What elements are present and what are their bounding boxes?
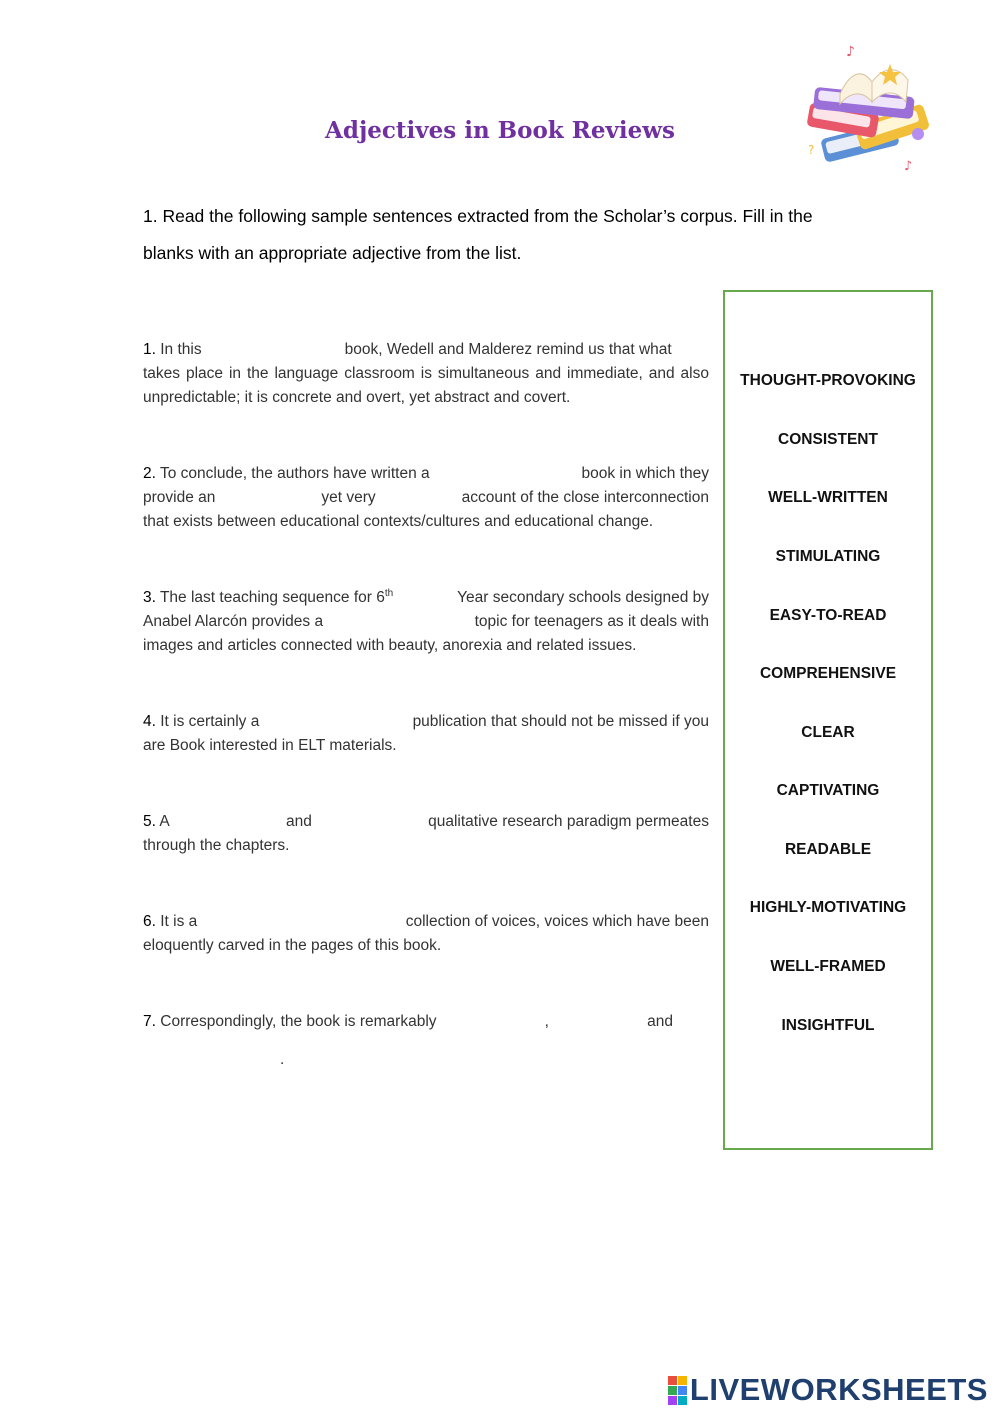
liveworksheets-logo[interactable] — [668, 1372, 988, 1408]
sentence-text: account of the close interconnection — [461, 489, 709, 506]
sentence-text: and — [285, 813, 312, 830]
item-number: 7. — [143, 1013, 156, 1030]
brand-mark-icon — [668, 1376, 687, 1405]
word-list-box — [723, 290, 933, 1150]
blank-2a[interactable] — [456, 462, 556, 486]
word-option[interactable]: HIGHLY-MOTIVATING — [749, 899, 907, 916]
word-option[interactable]: COMPREHENSIVE — [759, 665, 897, 682]
sentence-text: The last teaching sequence for 6 — [159, 589, 385, 606]
superscript: th — [384, 587, 394, 599]
sentence-text: . — [280, 1051, 285, 1068]
sentence-text: Year secondary schools designed by — [457, 589, 709, 606]
instructions-line-2: blanks with an appropriate adjective from the list. — [143, 243, 522, 263]
word-option[interactable]: CONSISTENT — [778, 431, 878, 448]
word-option[interactable]: READABLE — [784, 841, 872, 858]
word-option[interactable]: WELL-FRAMED — [770, 958, 886, 975]
blank-4[interactable] — [281, 710, 391, 734]
item-number: 4. — [143, 713, 156, 730]
sentence-text: takes place in the language classroom is simultaneous and immediate, and also unpredictable; it is concrete and overt, yet abstract and covert. — [143, 365, 709, 406]
blank-2c[interactable] — [389, 486, 449, 510]
sentence-text: yet very — [321, 489, 376, 506]
word-option[interactable]: INSIGHTFUL — [781, 1017, 875, 1034]
sentence-text: and — [647, 1013, 673, 1030]
sentence-text: publication that should not be missed if you — [412, 713, 709, 730]
sentence-7 — [143, 1010, 673, 1072]
sentence-text: that exists between educational contexts/cultures and educational change. — [143, 513, 654, 530]
instructions — [143, 198, 863, 272]
sentence-6 — [143, 910, 709, 958]
sentence-text: topic for teenagers as it deals with — [474, 613, 709, 630]
blank-5a[interactable] — [188, 810, 268, 834]
sentence-text: It is a — [160, 913, 198, 930]
sentence-text: provide an — [143, 489, 216, 506]
sentence-3 — [143, 586, 709, 658]
item-number: 3. — [143, 589, 156, 606]
item-number: 5. — [143, 813, 156, 830]
sentence-text: Anabel Alarcón provides a — [143, 613, 324, 630]
sentence-text: collection of voices, voices which have been — [405, 913, 709, 930]
blank-7a[interactable] — [446, 1010, 536, 1034]
sentence-text: book, Wedell and Malderez remind us that what — [344, 341, 672, 358]
sentence-text: To conclude, the authors have written a — [159, 465, 430, 482]
item-number: 2. — [143, 465, 156, 482]
blank-3[interactable] — [344, 610, 454, 634]
item-number: 6. — [143, 913, 156, 930]
sentence-text: through the chapters. — [143, 837, 290, 854]
svg-text:♪: ♪ — [846, 44, 855, 60]
brand-name: LIVEWORKSHEETS — [689, 1372, 988, 1407]
blank-7b[interactable] — [558, 1010, 638, 1034]
sentence-2 — [143, 462, 709, 534]
sentence-5 — [143, 810, 709, 858]
word-option[interactable]: CLEAR — [801, 724, 855, 741]
sentence-text: book in which they — [581, 465, 709, 482]
sentence-text: A — [159, 813, 170, 830]
word-option[interactable]: EASY-TO-READ — [769, 607, 887, 624]
sentence-text: are Book interested in ELT materials. — [143, 737, 397, 754]
sentence-text: In this — [160, 341, 202, 358]
sentence-text: qualitative research paradigm permeates — [428, 813, 709, 830]
sentence-text: images and articles connected with beauty, anorexia and related issues. — [143, 637, 637, 654]
blank-2b[interactable] — [228, 486, 308, 510]
svg-text:♪: ♪ — [904, 159, 913, 174]
sentence-text: , — [544, 1013, 549, 1030]
sentence-text: It is certainly a — [160, 713, 260, 730]
blank-1[interactable] — [202, 338, 345, 362]
blank-6[interactable] — [222, 910, 382, 934]
stacked-books-icon — [800, 42, 940, 177]
word-option[interactable]: THOUGHT-PROVOKING — [740, 372, 916, 389]
page-title: Adjectives in Book Reviews — [325, 117, 675, 144]
svg-text:?: ? — [808, 143, 815, 157]
sentence-text: Correspondingly, the book is remarkably — [160, 1013, 437, 1030]
item-number: 1. — [143, 341, 156, 358]
sentence-text: eloquently carved in the pages of this book. — [143, 937, 442, 954]
sentence-1 — [143, 338, 709, 410]
word-option[interactable]: WELL-WRITTEN — [768, 489, 888, 506]
blank-5b[interactable] — [330, 810, 410, 834]
sentence-4 — [143, 710, 709, 758]
word-option[interactable]: STIMULATING — [775, 548, 881, 565]
word-option[interactable]: CAPTIVATING — [776, 782, 880, 799]
instructions-line-1: 1. Read the following sample sentences extracted from the Scholar’s corpus. Fill in the — [143, 206, 813, 226]
